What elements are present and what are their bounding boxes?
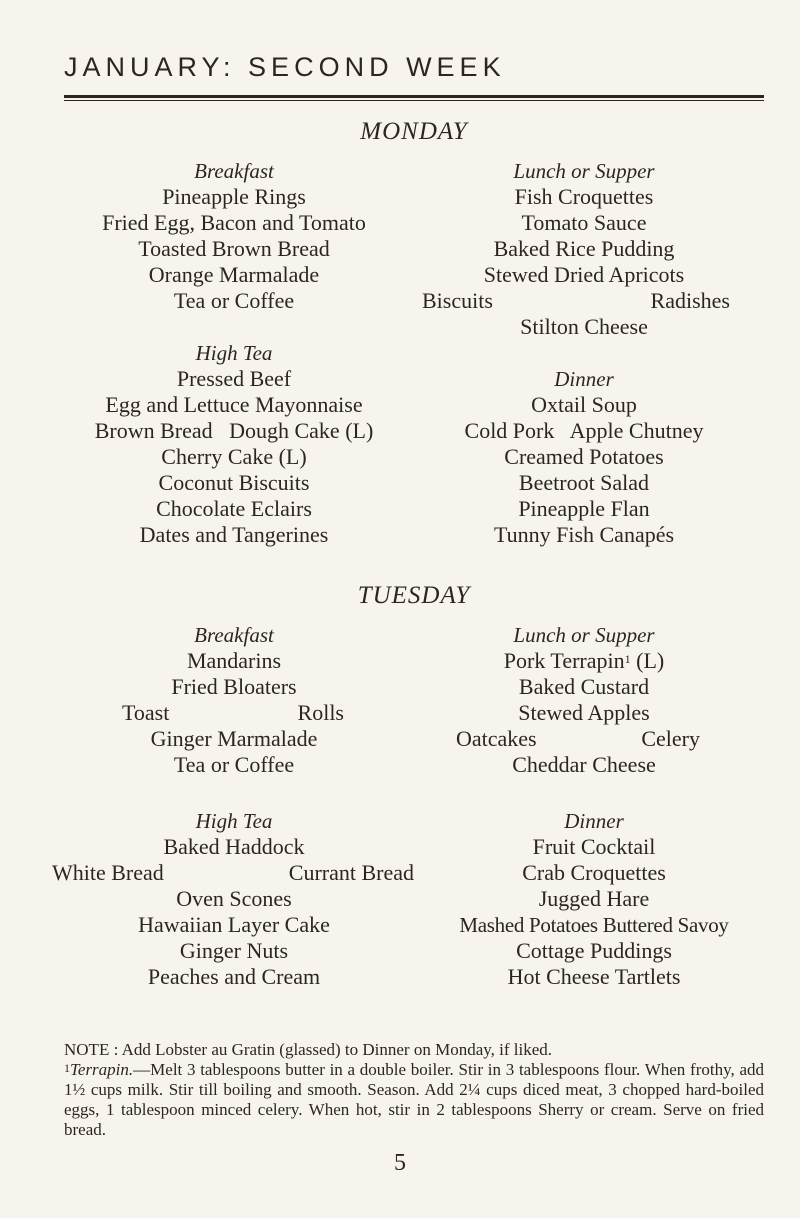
menu-item: Baked Rice Pudding: [493, 236, 675, 261]
menu-item: Fried Egg, Bacon and Tomato: [102, 210, 366, 235]
monday-dinner: [404, 366, 764, 548]
footnote: [64, 1040, 764, 1140]
footnote-marker: 1: [64, 1061, 70, 1075]
monday-lunch-heading: Lunch or Supper: [513, 159, 655, 183]
menu-item: Hot Cheese Tartlets: [507, 964, 681, 989]
menu-item: Tunny Fish Canapés: [493, 522, 675, 547]
menu-item-pair: [44, 860, 424, 886]
menu-item: Coconut Biscuits: [158, 470, 310, 495]
menu-item: Rolls: [297, 700, 344, 725]
menu-item: Pineapple Rings: [162, 184, 306, 209]
menu-item: Peaches and Cream: [147, 964, 321, 989]
monday-title: MONDAY: [360, 118, 468, 145]
menu-item: Tomato Sauce: [521, 210, 647, 235]
menu-item: Orange Marmalade: [148, 262, 320, 287]
menu-item: Cherry Cake (L): [161, 444, 307, 469]
menu-item: Toasted Brown Bread: [138, 236, 330, 261]
header-rule: [64, 95, 764, 98]
menu-item-text: (L): [630, 648, 665, 673]
recipe-text: —Melt 3 tablespoons butter in a double boiler. Stir in 3 tablespoons flour. When frothy, add 1½ cups milk. Stir till boiling and smooth. Season. Add 2¼ cups diced meat, 3 chopped hard-boiled eggs, 1 tablespoon minced celery. When hot, stir in 2 tablespoons Sherry or cream. Serve on fried bread.: [64, 1060, 764, 1139]
header-rule-thin: [64, 100, 764, 101]
monday-breakfast: [64, 158, 404, 314]
page-header: JANUARY: SECOND WEEK: [64, 52, 506, 82]
menu-item-text: Pork Terrapin: [503, 648, 625, 673]
menu-item: Oven Scones: [176, 886, 292, 911]
menu-item: Pineapple Flan: [518, 496, 650, 521]
note-line: NOTE : Add Lobster au Gratin (glassed) to Dinner on Monday, if liked.: [64, 1040, 553, 1059]
menu-item: Dates and Tangerines: [139, 522, 329, 547]
menu-item: Creamed Potatoes: [504, 444, 664, 469]
menu-item: Biscuits: [422, 288, 493, 313]
menu-item: Mandarins: [186, 648, 282, 673]
menu-item: Crab Croquettes: [522, 860, 666, 885]
menu-item: Oxtail Soup: [531, 392, 637, 417]
menu-item: Jugged Hare: [538, 886, 650, 911]
menu-item: Ginger Marmalade: [150, 726, 318, 751]
tuesday-lunch-heading: Lunch or Supper: [513, 623, 655, 647]
menu-item: Oatcakes: [456, 726, 537, 751]
menu-item: Baked Custard: [518, 674, 650, 699]
menu-item: Stewed Dried Apricots: [483, 262, 685, 287]
menu-item: [404, 648, 764, 674]
menu-item: Mashed Potatoes Buttered Savoy: [459, 913, 729, 937]
menu-item-pair: [404, 726, 764, 752]
recipe-note: [64, 1060, 764, 1140]
tuesday-dinner-heading: Dinner: [564, 809, 624, 833]
menu-item: Baked Haddock: [163, 834, 305, 859]
recipe-term: Terrapin.: [70, 1060, 134, 1079]
menu-item: Cheddar Cheese: [512, 752, 656, 777]
menu-item: Cottage Puddings: [516, 938, 672, 963]
tuesday-dinner: [404, 808, 784, 990]
menu-item-pair: [64, 700, 404, 726]
footnote-marker: 1: [624, 652, 631, 666]
menu-item: Beetroot Salad: [518, 470, 650, 495]
menu-item: Stewed Apples: [518, 700, 650, 725]
menu-item: Tea or Coffee: [173, 288, 295, 313]
menu-item: Pressed Beef: [176, 366, 292, 391]
monday-dinner-heading: Dinner: [554, 367, 614, 391]
menu-item: Currant Bread: [288, 860, 414, 885]
monday-breakfast-heading: Breakfast: [194, 159, 274, 183]
menu-item: Tea or Coffee: [173, 752, 295, 777]
monday-high-tea: [64, 340, 404, 548]
menu-item: Celery: [641, 726, 700, 751]
menu-item: Chocolate Eclairs: [156, 496, 312, 521]
menu-item: Stilton Cheese: [520, 314, 648, 339]
tuesday-lunch: [404, 622, 764, 778]
menu-item: Fruit Cocktail: [532, 834, 656, 859]
menu-item: Brown Bread Dough Cake (L): [94, 418, 374, 443]
menu-item: Ginger Nuts: [179, 938, 289, 963]
menu-item: Toast: [122, 700, 170, 725]
page-number: 5: [394, 1150, 406, 1176]
menu-item: Radishes: [650, 288, 730, 313]
tuesday-title: TUESDAY: [357, 582, 471, 609]
tuesday-breakfast: [64, 622, 404, 778]
menu-item: Fish Croquettes: [514, 184, 654, 209]
menu-item: Hawaiian Layer Cake: [138, 912, 330, 937]
menu-item-pair: [404, 288, 764, 314]
monday-lunch: [404, 158, 764, 340]
tuesday-high-tea-heading: High Tea: [195, 809, 273, 833]
tuesday-high-tea: [44, 808, 424, 990]
menu-item: Egg and Lettuce Mayonnaise: [105, 392, 363, 417]
menu-item: Fried Bloaters: [171, 674, 297, 699]
menu-item: White Bread: [52, 860, 164, 885]
tuesday-breakfast-heading: Breakfast: [194, 623, 274, 647]
menu-item: Cold Pork Apple Chutney: [464, 418, 704, 443]
monday-high-tea-heading: High Tea: [195, 341, 273, 365]
